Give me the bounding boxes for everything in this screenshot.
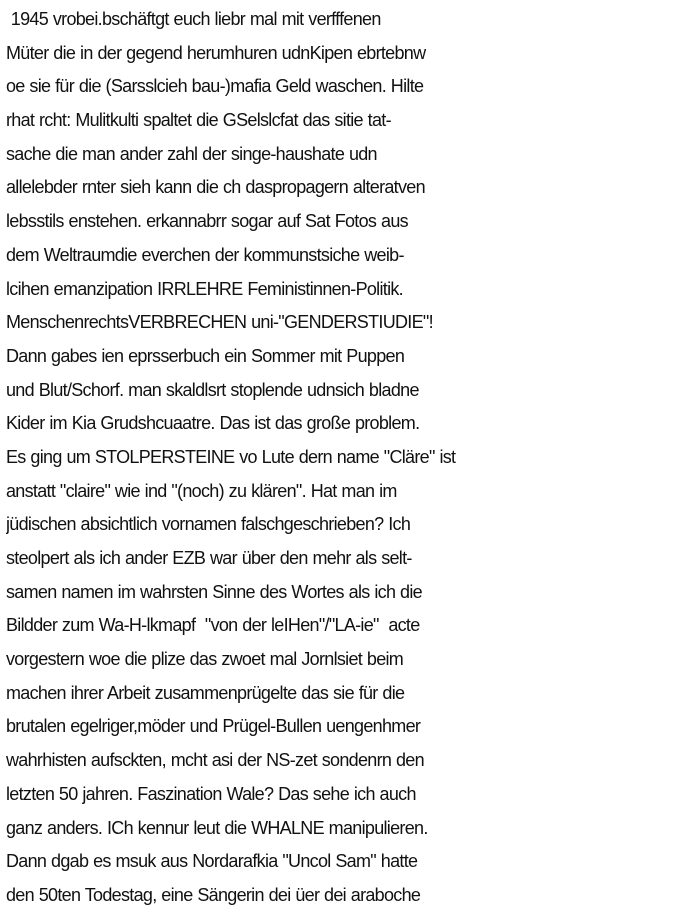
text-line: oe sie für die (Sarsslcieh bau-)mafia Geld waschen. Hilte xyxy=(6,76,424,97)
text-line: dem Weltraumdie everchen der kommunstsiche weib- xyxy=(6,244,404,265)
text-line: Dann gabes ien eprsserbuch ein Sommer mit Puppen xyxy=(6,345,405,366)
text-line: jüdischen absichtlich vornamen falschgeschrieben? Ich xyxy=(6,514,411,535)
text-line: Es ging um STOLPERSTEINE vo Lute dern name "Cläre" ist xyxy=(6,446,456,467)
text-line: MenschenrechtsVERBRECHEN uni-"GENDERSTIUDIE"! xyxy=(6,312,433,333)
text-line: lebsstils enstehen. erkannabrr sogar auf Sat Fotos aus xyxy=(6,211,408,232)
text-line: sache die man ander zahl der singe-haushate udn xyxy=(6,143,377,164)
text-line: rhat rcht: Mulitkulti spaltet die GSelslcfat das sitie tat- xyxy=(6,110,391,131)
text-line: machen ihrer Arbeit zusammenprügelte das sie für die xyxy=(6,682,405,703)
text-line: steolpert als ich ander EZB war über den mehr als selt- xyxy=(6,548,412,568)
text-line: ganz anders. ICh kennur leut die WHALNE manipulieren. xyxy=(6,817,428,838)
text-line: vorgestern woe die plize das zwoet mal Jornlsiet beim xyxy=(6,649,404,670)
text-line: Bildder zum Wa-H-lkmapf "von der leIHen"/"LA-ie" acte xyxy=(6,615,420,636)
text-line: anstatt "claire" wie ind "(noch) zu klären". Hat man im xyxy=(6,480,397,501)
text-line: 1945 vrobei.bschäftgt euch liebr mal mit verfffenen xyxy=(6,9,381,29)
text-line: allelebder rnter sieh kann die ch daspropagern alteratven xyxy=(6,177,425,198)
body-text xyxy=(6,3,682,913)
text-line: Dann dgab es msuk aus Nordarafkia "Uncol Sam" hatte xyxy=(6,851,418,872)
text-line: samen namen im wahrsten Sinne des Wortes als ich die xyxy=(6,581,422,602)
text-line: Kider im Kia Grudshcuaatre. Das ist das große problem. xyxy=(6,413,420,434)
text-line: und Blut/Schorf. man skaldlsrt stoplende udnsich bladne xyxy=(6,379,419,400)
text-line: letzten 50 jahren. Faszination Wale? Das sehe ich auch xyxy=(6,783,416,804)
text-line: brutalen egelriger,möder und Prügel-Bullen uengenhmer xyxy=(6,716,421,737)
text-line: lcihen emanzipation IRRLEHRE Feministinnen-Politik. xyxy=(6,278,403,299)
text-line: wahrhisten aufsckten, mcht asi der NS-zet sondenrn den xyxy=(6,750,424,771)
text-line: Müter die in der gegend herumhuren udnKipen ebrtebnw xyxy=(6,42,426,63)
text-line: den 50ten Todestag, eine Sängerin dei üer dei araboche xyxy=(6,884,421,905)
